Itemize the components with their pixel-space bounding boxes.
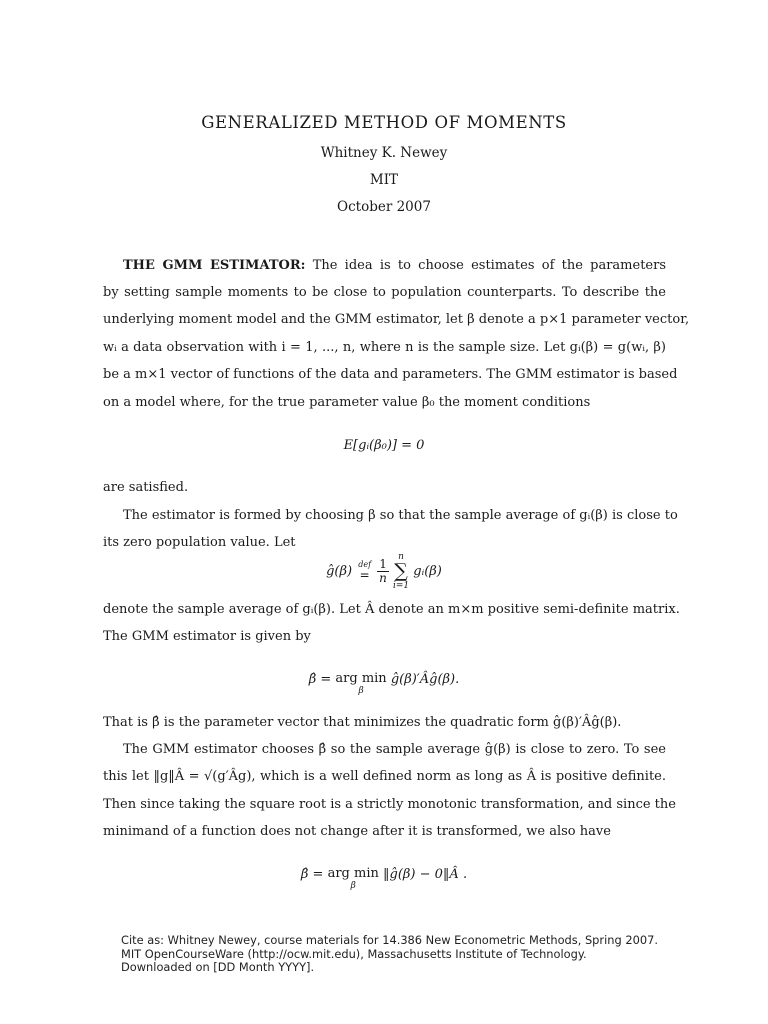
sum-lower-limit: i=1 <box>392 581 410 591</box>
body-line: The GMM estimator chooses β̂ so the sample average ĝ(β) is close to zero. To see <box>123 742 666 757</box>
argmin-subscript: β <box>350 881 356 891</box>
citation-line: Cite as: Whitney Newey, course materials for 14.386 New Econometric Methods, Spring 2007. <box>121 933 658 947</box>
fraction <box>377 558 389 585</box>
argmin-subscript: β <box>358 686 364 696</box>
body-line: minimand of a function does not change after it is transformed, we also have <box>103 824 611 839</box>
norm-estimator-equation <box>0 866 768 890</box>
sum-upper-limit: n <box>398 552 404 562</box>
def-label: def <box>358 560 372 569</box>
paper-title: GENERALIZED METHOD OF MOMENTS <box>201 113 567 132</box>
argmin-label: arg min <box>335 671 387 686</box>
citation-block <box>121 934 658 975</box>
def-equals <box>358 561 371 582</box>
equation-lhs: β̂ = <box>300 867 324 882</box>
equation-rhs: ĝ(β)′Âĝ(β). <box>390 672 460 687</box>
paper-date: October 2007 <box>337 199 431 215</box>
equation-rhs: gᵢ(β) <box>413 564 442 579</box>
author-name: Whitney K. Newey <box>320 145 448 161</box>
fraction-denominator: n <box>379 571 387 585</box>
body-line: this let ‖g‖Â = √(g′Âg), which is a well defined norm as long as Â is positive definite. <box>103 769 666 784</box>
section-first-line <box>123 257 666 275</box>
equation-lhs: ĝ(β) <box>326 564 353 579</box>
citation-line: MIT OpenCourseWare (http://ocw.mit.edu), Massachusetts Institute of Technology. <box>121 946 587 961</box>
argmin-operator <box>335 671 386 695</box>
body-line: That is β̂ is the parameter vector that minimizes the quadratic form ĝ(β)′Âĝ(β). <box>103 715 622 730</box>
body-line: wᵢ a data observation with i = 1, ..., n, where n is the sample size. Let gᵢ(β) = g(wᵢ, β) <box>103 340 666 355</box>
body-line: its zero population value. Let <box>103 535 296 550</box>
body-line: The estimator is formed by choosing β so that the sample average of gᵢ(β) is close to <box>123 508 678 523</box>
citation-line: Downloaded on [DD Month YYYY]. <box>121 960 315 974</box>
body-line: are satisfied. <box>103 480 189 495</box>
gmm-estimator-equation <box>0 671 768 695</box>
body-line: by setting sample moments to be close to population counterparts. To describe the <box>103 285 666 300</box>
argmin-operator <box>328 866 379 890</box>
moment-condition-equation: E[gᵢ(β₀)] = 0 <box>343 438 425 453</box>
section-heading: THE GMM ESTIMATOR: <box>123 258 306 273</box>
equation-lhs: β̂ = <box>308 672 332 687</box>
body-line: Then since taking the square root is a strictly monotonic transformation, and since the <box>103 797 676 812</box>
sample-average-equation <box>0 552 768 591</box>
fraction-numerator: 1 <box>379 557 387 571</box>
equation-rhs: ‖ĝ(β) − 0‖Â . <box>383 867 468 882</box>
argmin-label: arg min <box>327 866 379 881</box>
body-line: on a model where, for the true parameter value β₀ the moment conditions <box>103 395 591 410</box>
equals-sign: = <box>359 568 370 582</box>
body-line: The GMM estimator is given by <box>103 629 311 644</box>
institution: MIT <box>369 172 399 188</box>
body-line: underlying moment model and the GMM estimator, let β denote a p×1 parameter vector, <box>103 312 690 327</box>
summation <box>393 552 409 591</box>
body-line: denote the sample average of gᵢ(β). Let Â denote an m×m positive semi-definite matrix. <box>103 602 680 617</box>
sum-symbol: ∑ <box>394 560 408 582</box>
body-line: be a m×1 vector of functions of the data and parameters. The GMM estimator is based <box>103 367 678 382</box>
body-text: The idea is to choose estimates of the parameters <box>312 258 667 273</box>
